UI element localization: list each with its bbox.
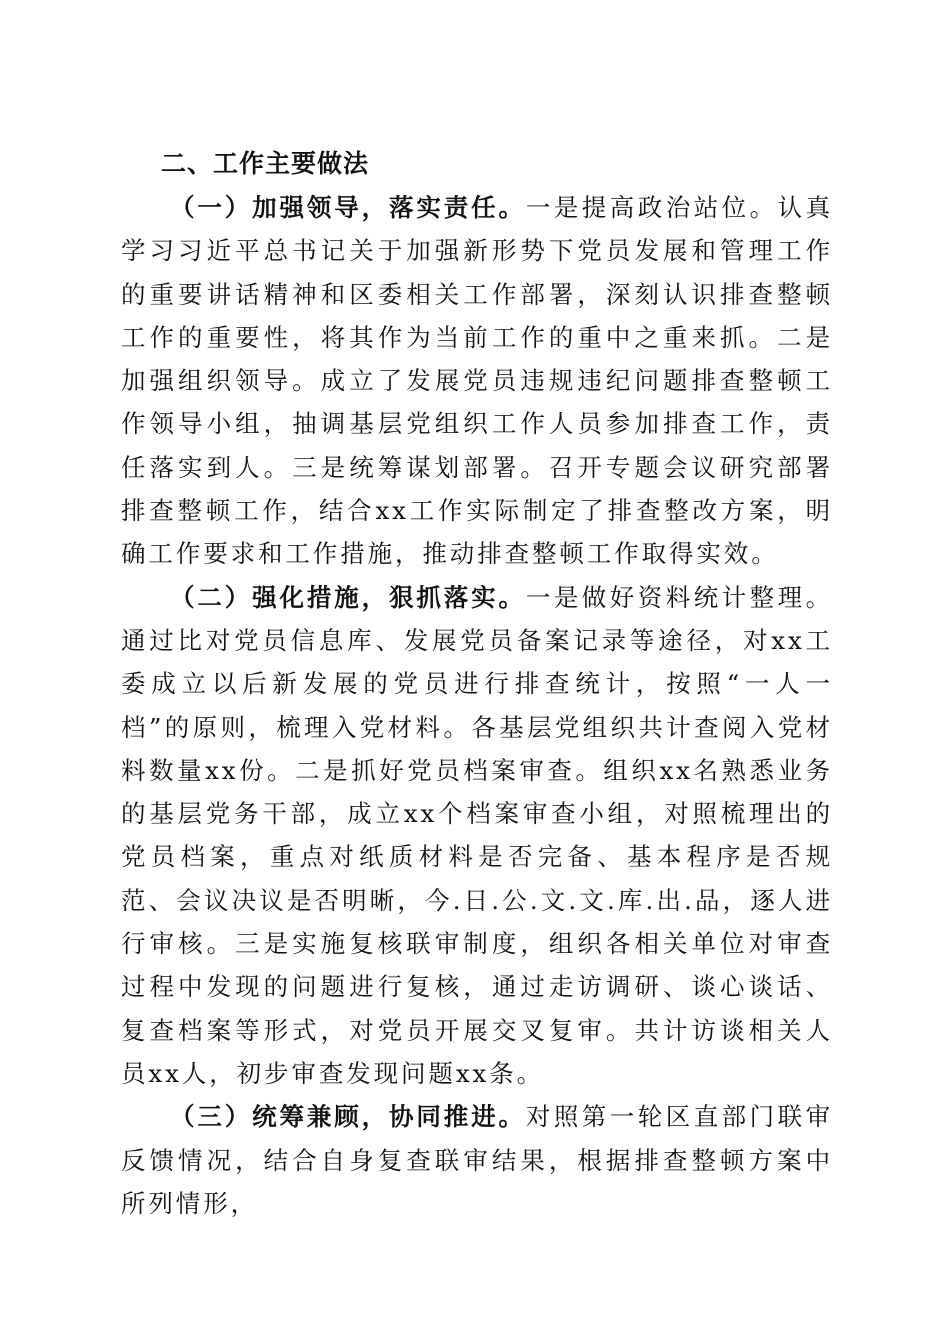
paragraph-body: 对照第一轮区直部门联审反馈情况，结合自身复查联审结果，根据排查整顿方案中所列情形， <box>121 1102 833 1218</box>
section-heading: 二、工作主要做法 <box>161 149 370 178</box>
paragraph-lead: （二）强化措施，狠抓落实。 <box>170 582 526 612</box>
paragraph-lead: （三）统筹兼顾，协同推进。 <box>170 1102 526 1132</box>
paragraph-measures <box>121 576 833 1096</box>
document-body <box>121 142 833 1225</box>
paragraph-coordination <box>121 1095 833 1225</box>
paragraph-body: 一是提高政治站位。认真学习习近平总书记关于加强新形势下党员发展和管理工作的重要讲话精神和区委相关工作部署，深刻认识排查整顿工作的重要性，将其作为当前工作的重中之重来抓。二是加强组织领导。成立了发展党员违规违纪问题排查整顿工作领导小组，抽调基层党组织工作人员参加排查工作，责任落实到人。三是统筹谋划部署。召开专题会议研究部署排查整顿工作，结合xx工作实际制定了排查整改方案，明确工作要求和工作措施，推动排查整顿工作取得实效。 <box>121 193 833 569</box>
paragraph-leadership <box>121 186 833 576</box>
paragraph-body: 一是做好资料统计整理。通过比对党员信息库、发展党员备案记录等途径，对xx工委成立以后新发展的党员进行排查统计，按照“一人一档”的原则，梳理入党材料。各基层党组织共计查阅入党材料数量xx份。二是抓好党员档案审查。组织xx名熟悉业务的基层党务干部，成立xx个档案审查小组，对照梳理出的党员档案，重点对纸质材料是否完备、基本程序是否规范、会议决议是否明晰，今.日.公.文.文.库.出.品，逐人进行审核。三是实施复核联审制度，组织各相关单位对审查过程中发现的问题进行复核，通过走访调研、谈心谈话、复查档案等形式，对党员开展交叉复审。共计访谈相关人员xx人，初步审查发现问题xx条。 <box>121 582 833 1088</box>
paragraph-lead: （一）加强领导，落实责任。 <box>170 193 526 222</box>
